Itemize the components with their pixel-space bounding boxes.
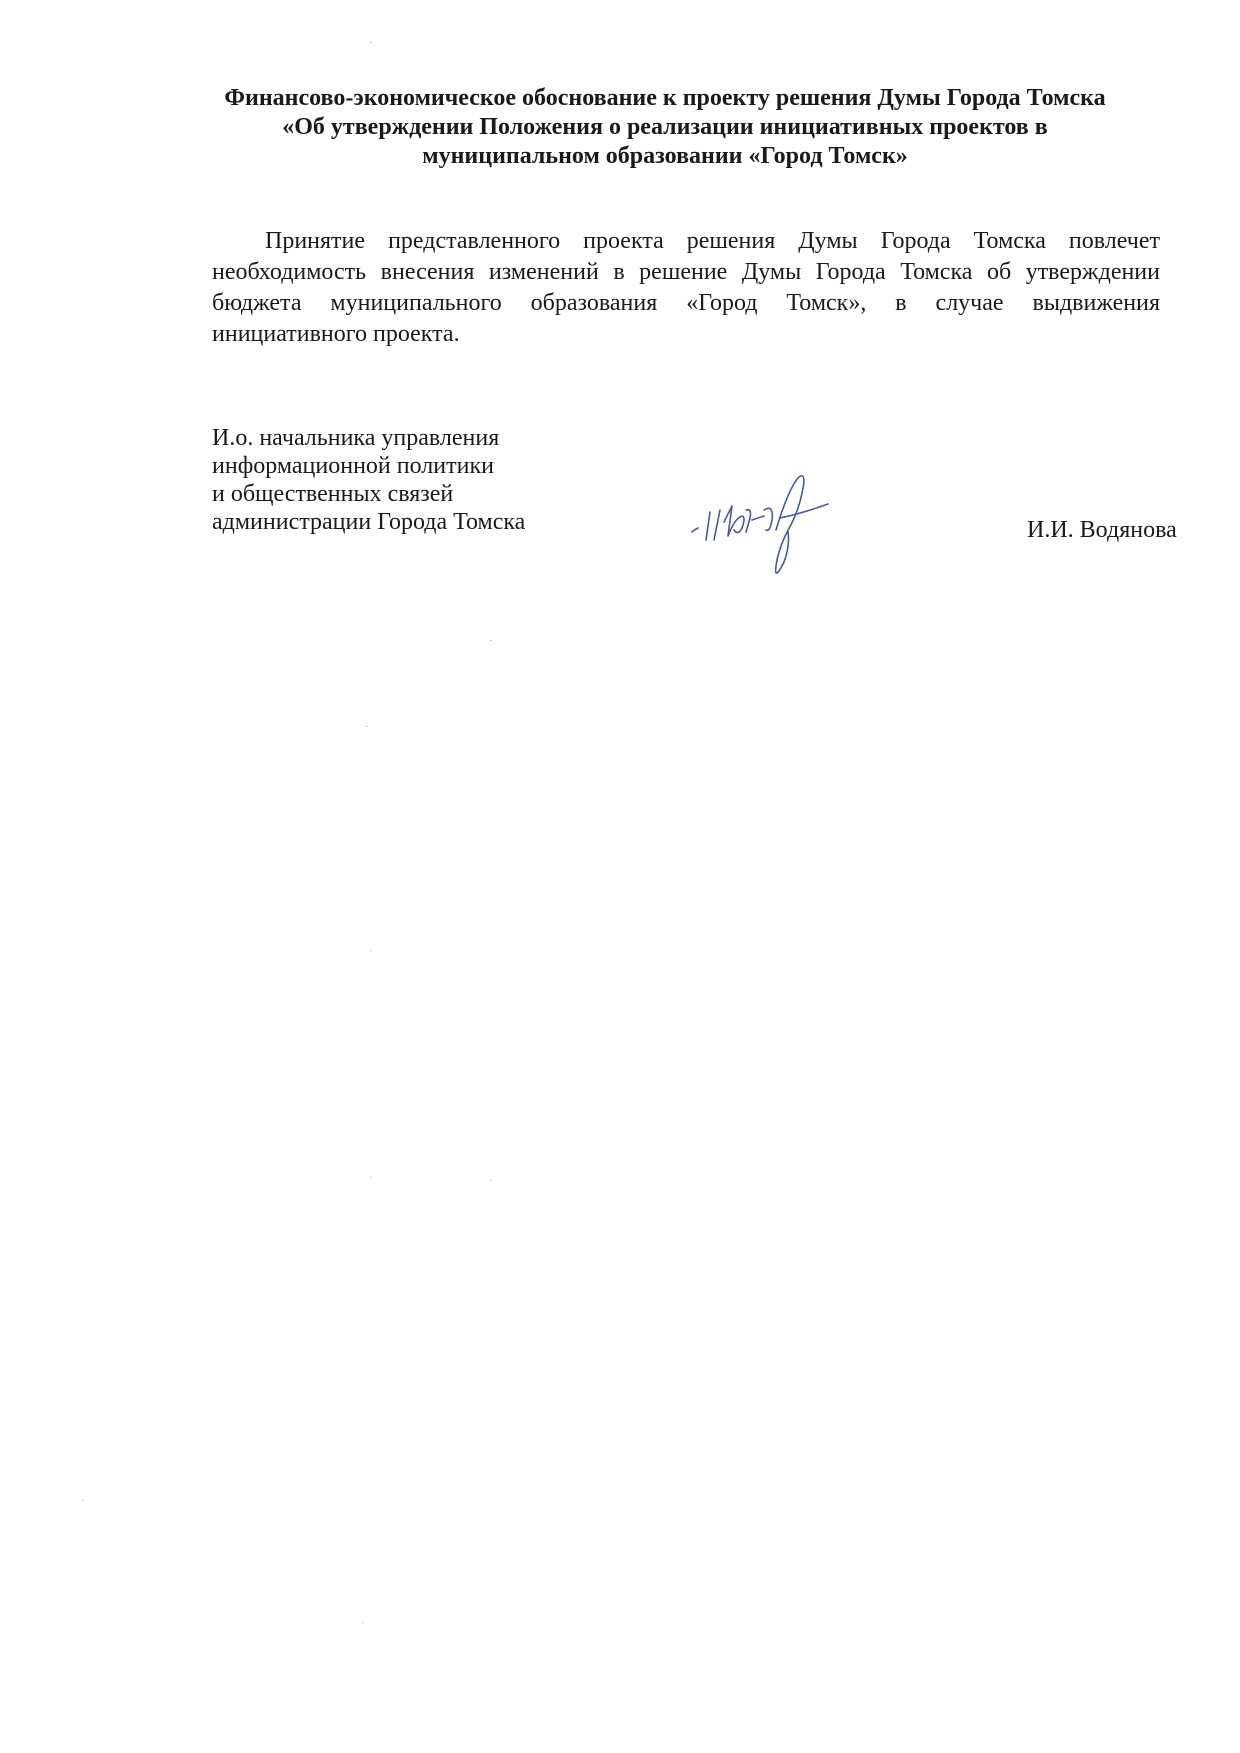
position-line-4: администрации Города Томска xyxy=(212,509,526,535)
title-line-3: муниципальном образовании «Город Томск» xyxy=(422,143,908,169)
position-line-1: И.о. начальника управления xyxy=(212,425,500,451)
document-title xyxy=(190,84,1140,171)
body-line-4: инициативного проекта. xyxy=(212,321,460,347)
title-line-1: Финансово-экономическое обоснование к проекту решения Думы Города Томска xyxy=(224,85,1106,111)
position-line-2: информационной политики xyxy=(212,453,494,479)
signatory-name: И.И. Водянова xyxy=(1027,517,1177,543)
signatory-position xyxy=(212,424,525,536)
body-paragraph xyxy=(212,226,1160,350)
handwritten-signature xyxy=(680,470,850,600)
position-line-3: и общественных связей xyxy=(212,481,454,507)
body-line-2: необходимость внесения изменений в решение Думы Города Томска об утверждении xyxy=(212,259,1160,285)
body-line-1: Принятие представленного проекта решения Думы Города Томска повлечет xyxy=(265,228,1160,254)
body-line-3: бюджета муниципального образования «Город Томск», в случае выдвижения xyxy=(212,290,1160,316)
title-line-2: «Об утверждении Положения о реализации инициативных проектов в xyxy=(282,114,1048,140)
